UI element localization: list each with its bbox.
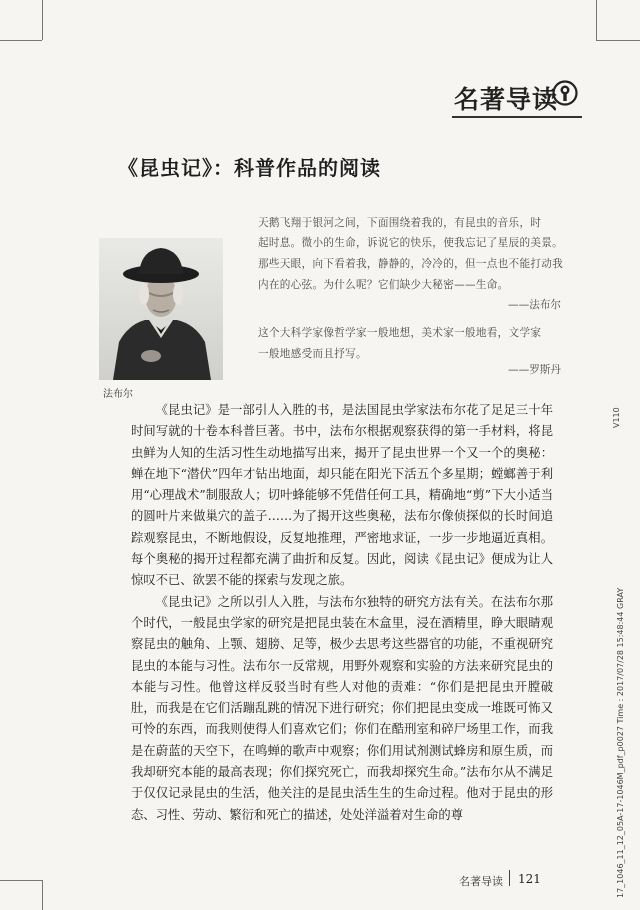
portrait-caption: 法布尔: [103, 389, 133, 400]
quote-line: 这个大科学家像哲学家一般地想，美术家一般地看，文学家: [258, 327, 542, 339]
body-paragraph: 《昆虫记》之所以引人入胜，与法布尔独特的研究方法有关。在法布尔那个时代，一般昆虫学家的研究是把昆虫装在木盒里，浸在酒精里，睁大眼睛观察昆虫的触角、上颚、翅膀、足等，极少去思考这些器官的功能，不重视研究昆虫的本能与习性。法布尔一反常规，用野外观察和实验的方法来研究昆虫的本能与习性。他曾这样反驳当时有些人对他的责难：“你们是把昆虫开膛破肚，而我是在它们活蹦乱跳的情况下进行研究；你们把昆虫变成一堆既可怖又可怜的东西，而我则使得人们喜欢它们；你们在酷刑室和碎尸场里工作，而我是在蔚蓝的天空下，在鸣蝉的歌声中观察；你们用试剂测试蜂房和原生质，而我却研究本能的最高表现；你们探究死亡，而我却探究生命。”法布尔从不满足于仅仅记录昆虫的生活，他关注的是昆虫活生生的生命过程。他对于昆虫的形态、习性、劳动、繁衍和死亡的描述，处处洋溢着对生命的尊: [131, 594, 553, 822]
quote-line: 一般地感受而且抒写。: [258, 348, 367, 360]
quote-line: 起时息。微小的生命，诉说它的快乐，使我忘记了星辰的美景。: [258, 237, 564, 249]
page-number: 121: [518, 872, 541, 886]
margin-mark-lower: [616, 588, 625, 898]
quote-attribution: ——法布尔: [508, 299, 561, 311]
reading-badge-icon: [552, 80, 578, 106]
crop-mark-bottom-left-v: [42, 880, 43, 910]
quote-line: 那些天眼，向下看着我，静静的，冷冷的，但一点也不能打动我: [258, 258, 564, 270]
margin-mark-upper: V110: [612, 407, 621, 428]
crop-mark-top-right: [596, 40, 640, 41]
article-title: 《昆虫记》：科普作品的阅读: [118, 156, 381, 180]
margin-mark-lower-text: 17_1046_11_12_05A-17-1046M_pdf_p0027 Time : 2017/07/28 15:48:44: [616, 611, 625, 898]
header-rule: [452, 116, 582, 118]
crop-mark-bottom-left: [0, 880, 42, 881]
quote-attribution: ——罗斯丹: [508, 364, 561, 376]
footer-divider: [509, 870, 510, 886]
footer-label: 名著导读: [459, 875, 503, 888]
quote-line: 天鹅飞翔于银河之间，下面围绕着我的，有昆虫的音乐，时: [258, 217, 542, 229]
margin-mark-lower-small: GRAY: [616, 587, 625, 609]
crop-mark-top-left: [0, 40, 42, 41]
crop-mark-top-right-v: [596, 0, 597, 40]
section-title: 名著导读: [454, 85, 559, 114]
body-text: [131, 400, 553, 826]
crop-mark-top-left-v: [42, 0, 43, 40]
fabre-portrait-image: [99, 238, 223, 380]
body-paragraph: 《昆虫记》是一部引人入胜的书，是法国昆虫学家法布尔花了足足三十年时间写就的十卷本科普巨著。书中，法布尔根据观察获得的第一手材料，将昆虫鲜为人知的生活习性生动地描写出来，揭开了昆虫世界一个又一个的奥秘：蝉在地下“潜伏”四年才钻出地面，却只能在阳光下活五个多星期；螳螂善于利用“心理战术”制服敌人；切叶蜂能够不凭借任何工具，精确地“剪”下大小适当的圆叶片来做巢穴的盖子……为了揭开这些奥秘，法布尔像侦探似的长时间追踪观察昆虫，不断地假设，反复地推理，严密地求证，一步一步地逼近真相。每个奥秘的揭开过程都充满了曲折和反复。因此，阅读《昆虫记》便成为让人惊叹不已、欲罢不能的探索与发现之旅。: [131, 403, 553, 588]
quote-line: 内在的心弦。为什么呢？它们缺少大秘密——生命。: [258, 279, 509, 291]
